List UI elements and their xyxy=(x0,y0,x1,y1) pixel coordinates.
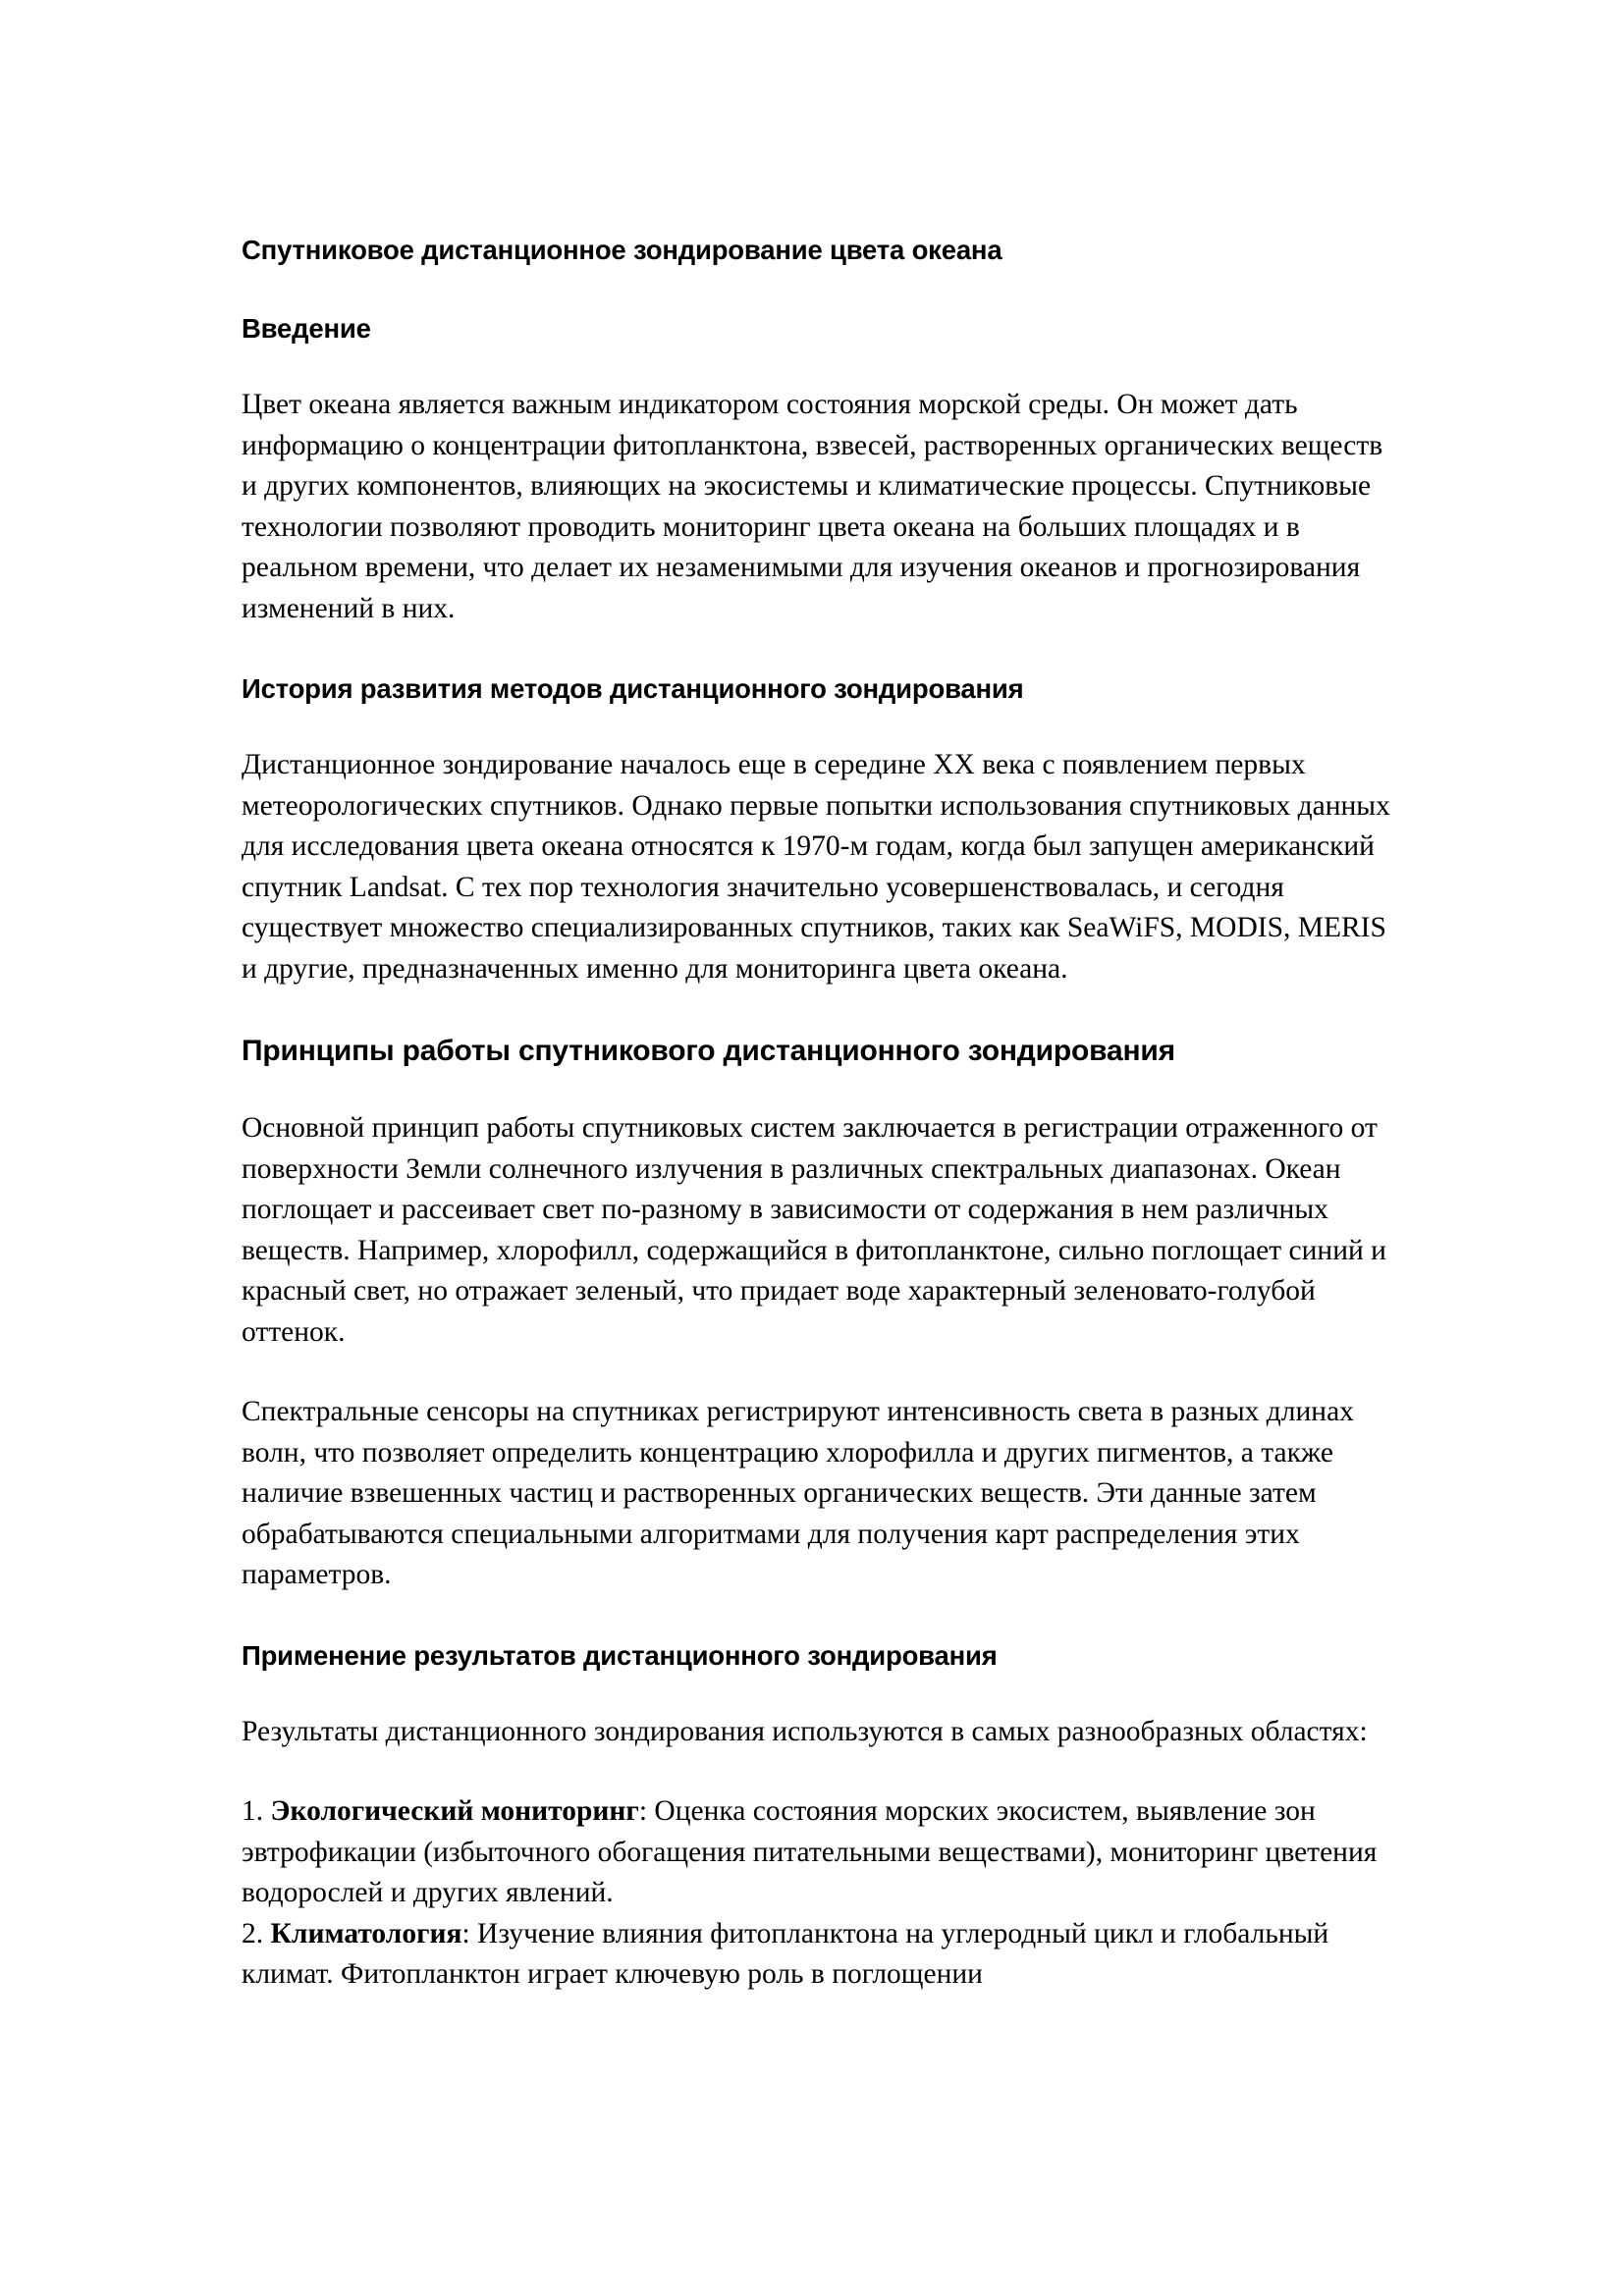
section-paragraph-introduction: Цвет океана является важным индикатором состояния морской среды. Он может дать информацию о концентрации фитопланктона, взвесей, растворенных органических веществ и других компонентов, влияющих на экосистемы и климатические процессы. Спутниковые технологии позволяют проводить мониторинг цвета океана на больших площадях и в реальном времени, что делает их незаменимыми для изучения океанов и прогнозирования изменений в них. xyxy=(242,389,1383,624)
section-paragraph-history: Дистанционное зондирование началось еще в середине XX века с появлением первых метеорологических спутников. Однако первые попытки использования спутниковых данных для исследования цвета океана относятся к 1970-м годам, когда был запущен американский спутник Landsat. С тех пор технология значительно усовершенствовалась, и сегодня существует множество специализированных спутников, таких как SeaWiFS, MODIS, MERIS и другие, предназначенных именно для мониторинга цвета океана. xyxy=(242,749,1390,985)
list-item xyxy=(242,1914,1395,1996)
section-paragraph-principles-1: Основной принцип работы спутниковых систем заключается в регистрации отраженного от поверхности Земли солнечного излучения в различных спектральных диапазонах. Океан поглощает и рассеивает свет по-разному в зависимости от содержания в нем различных веществ. Например, хлорофилл, содержащийся в фитопланктоне, сильно поглощает синий и красный свет, но отражает зеленый, что придает воде характерный зеленовато-голубой оттенок. xyxy=(242,1112,1386,1348)
section-heading-history: История развития методов дистанционного зондирования xyxy=(242,673,1024,704)
section-heading-introduction: Введение xyxy=(242,313,371,344)
applications-list xyxy=(242,1791,1395,1996)
list-item-number: 1. xyxy=(242,1795,264,1827)
list-item-text: : Изучение влияния фитопланктона на углеродный цикл и глобальный климат. Фитопланктон играет ключевую роль в поглощении xyxy=(242,1917,1329,1990)
list-item-number: 2. xyxy=(242,1917,264,1949)
list-item xyxy=(242,1791,1395,1914)
document-body xyxy=(242,234,1395,1996)
list-item-term: Климатология xyxy=(270,1917,462,1949)
list-item-text: : Оценка состояния морских экосистем, выявление зон эвтрофикации (избыточного обогащения питательными веществами), мониторинг цветения водорослей и других явлений. xyxy=(242,1795,1378,1908)
section-heading-principles: Принципы работы спутникового дистанционного зондирования xyxy=(242,1035,1175,1067)
list-item-term: Экологический мониторинг xyxy=(270,1795,639,1827)
section-paragraph-principles-2: Спектральные сенсоры на спутниках регистрируют интенсивность света в разных длинах волн, что позволяет определить концентрацию хлорофилла и других пигментов, а также наличие взвешенных частиц и растворенных органических веществ. Эти данные затем обрабатываются специальными алгоритмами для получения карт распределения этих параметров. xyxy=(242,1396,1354,1590)
page-title: Спутниковое дистанционное зондирование цвета океана xyxy=(242,235,1002,265)
section-paragraph-applications: Результаты дистанционного зондирования используются в самых разнообразных областях: xyxy=(242,1715,1368,1747)
section-heading-applications: Применение результатов дистанционного зондирования xyxy=(242,1639,998,1671)
